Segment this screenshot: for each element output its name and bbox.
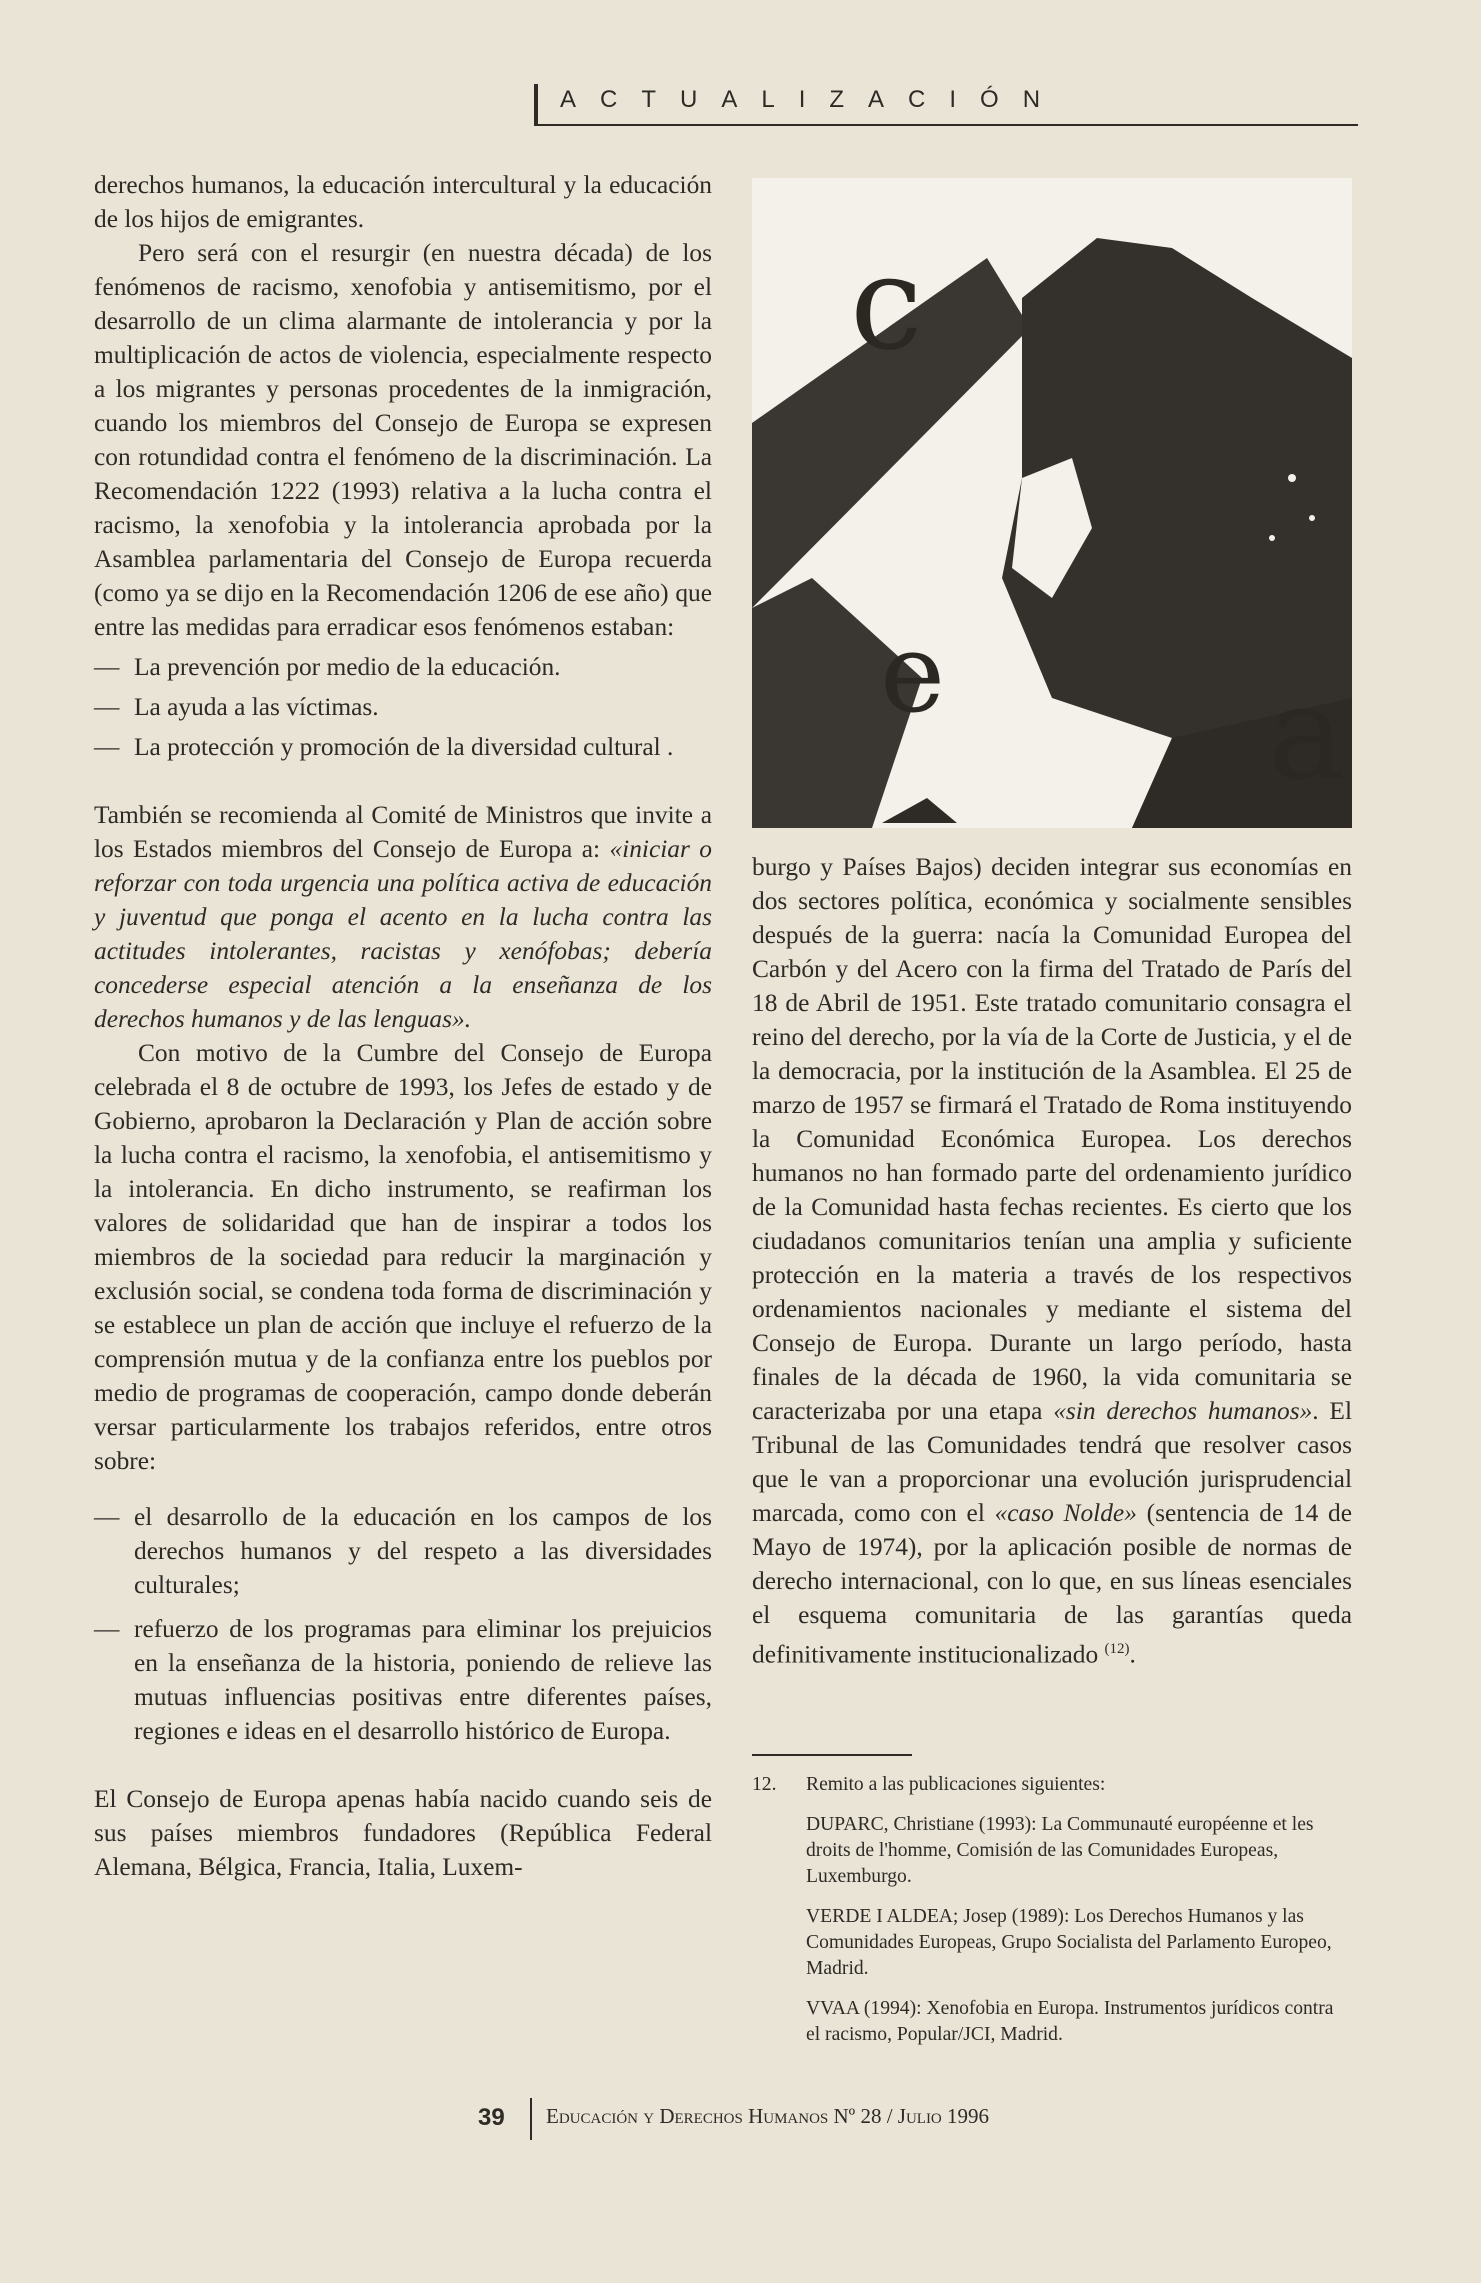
footnote-reference-entry: VVAA (1994): Xenofobia en Europa. Instrumentos jurídicos contra el racismo, Popular/JCI, Madrid. (806, 1998, 1334, 2045)
footnote-intro: Remito a las publicaciones siguientes: (806, 1774, 1106, 1795)
paragraph: Pero será con el resurgir (en nuestra década) de los fenómenos de racismo, xenofobia y antisemitismo, por el desarrollo de un clima alarmante de intolerancia y por la multiplicación de actos de violencia, especialmente respecto a los migrantes y personas procedentes de la inmigración, cuando los miembros del Consejo de Europa se expresen con rotundidad contra el fenómeno de la discriminación. La Recomendación 1222 (1993) relativa a la lucha contra el racismo, la xenofobia y la intolerancia aprobada por la Asamblea parlamentaria del Consejo de Europa recuerda (como ya se dijo en la Recomendación 1206 de ese año) que entre las medidas para erradicar esos fenómenos estaban: (94, 239, 712, 641)
right-column (752, 850, 1352, 1671)
list-item: — refuerzo de los programas para eliminar los prejuicios en la enseñanza de la historia, poniendo de relieve las mutuas influencias positivas entre diferentes países, regiones e ideas en el desarrollo histórico de Europa. (94, 1612, 712, 1748)
publication-info: Educación y Derechos Humanos Nº 28 / Julio 1996 (546, 2104, 990, 2128)
footnote-divider (752, 1754, 912, 1756)
footnote-number: 12. (752, 1774, 777, 1795)
section-title: ACTUALIZACIÓN (560, 86, 1065, 113)
paragraph: El Consejo de Europa apenas había nacido cuando seis de sus países miembros fundadores (República Federal Alemana, Bélgica, Francia, Italia, Luxem- (94, 1785, 712, 1881)
paragraph-text: . El Tribunal de las Comunidades tendrá que resolver casos que le van a proporcionar una evolución jurisprudencial marcada, como con el (752, 1397, 1352, 1527)
footnote-reference-entry: DUPARC, Christiane (1993): La Communauté européenne et les droits de l'homme, Comisión de las Comunidades Europeas, Luxemburgo. (806, 1814, 1314, 1887)
section-header (534, 84, 1358, 126)
quotation: «caso Nolde» (994, 1499, 1137, 1527)
footnote-reference: (12) (1104, 1641, 1130, 1657)
paragraph (94, 798, 712, 1036)
list-item: — La prevención por medio de la educación. (94, 650, 712, 684)
paragraph: derechos humanos, la educación intercultural y la educación de los hijos de emigrantes. (94, 171, 712, 233)
house-illustration (752, 178, 1352, 828)
figure-letter-c: c (850, 227, 923, 379)
figure-letter-a: a (1268, 657, 1346, 809)
footnote-item (752, 1772, 1352, 1798)
paragraph (752, 850, 1352, 1671)
page-number: 39 (478, 2104, 505, 2131)
paragraph-text: También se recomienda al Comité de Ministros que invite a los Estados miembros del Consejo de Europa a: (94, 801, 712, 863)
list-item: — La protección y promoción de la diversidad cultural . (94, 730, 712, 764)
quotation: «sin derechos humanos» (1053, 1397, 1313, 1425)
paragraph-text: (sentencia de 14 de Mayo de 1974), por la aplicación posible de normas de derecho internacional, con lo que, en sus líneas esenciales el esquema comunitaria de las garantías queda definitivamente institucionalizado (752, 1499, 1353, 1669)
paragraph: Con motivo de la Cumbre del Consejo de Europa celebrada el 8 de octubre de 1993, los Jefes de estado y de Gobierno, aprobaron la Declaración y Plan de acción sobre la lucha contra el racismo, la xenofobia, el antisemitismo y la intolerancia. En dicho instrumento, se reafirman los valores de solidaridad que han de inspirar a todos los miembros de la sociedad para reducir la marginación y exclusión social, se condena toda forma de discriminación y se establece un plan de acción que incluye el refuerzo de la comprensión mutua y de la confianza entre los pueblos por medio de programas de cooperación, campo donde deberán versar particularmente los trabajos referidos, entre otros sobre: (94, 1039, 712, 1475)
footnotes (752, 1772, 1352, 2048)
figure-letter-e: e (880, 609, 946, 737)
quotation: «iniciar o reforzar con toda urgencia una política activa de educación y juventud que ponga el acento en la lucha contra las actitudes intolerantes, racistas y xenófobas; debería concederse especial atención a la enseñanza de los derechos humanos y de las lenguas». (94, 835, 712, 1033)
illustration (752, 178, 1352, 828)
list-item: — el desarrollo de la educación en los campos de los derechos humanos y del respeto a las diversidades culturales; (94, 1500, 712, 1602)
paragraph-text: burgo y Países Bajos) deciden integrar sus economías en dos sectores política, económica y socialmente sensibles después de la guerra: nacía la Comunidad Europea del Carbón y del Acero con la firma del Tratado de París del 18 de Abril de 1951. Este tratado comunitario consagra el reino del derecho, por la vía de la Corte de Justicia, y el de la democracia, por la institución de la Asamblea. El 25 de marzo de 1957 se firmará el Tratado de Roma instituyendo la Comunidad Económica Europea. Los derechos humanos no han formado parte del ordenamiento jurídico de la Comunidad hasta fechas recientes. Es cierto que los ciudadanos comunitarios tenían una amplia y suficiente protección en la materia a través de los respectivos ordenamientos nacionales y mediante el sistema del Consejo de Europa. Durante un largo período, hasta finales de la década de 1960, la vida comunitaria se caracterizaba por una etapa (752, 853, 1352, 1425)
left-column (94, 168, 712, 1884)
list-item: — La ayuda a las víctimas. (94, 690, 712, 724)
paragraph-text: . (1129, 1640, 1136, 1669)
footer-divider (530, 2098, 532, 2140)
footnote-reference-entry: VERDE I ALDEA; Josep (1989): Los Derechos Humanos y las Comunidades Europeas, Grupo Socialista del Parlamento Europeo, Madrid. (806, 1906, 1332, 1979)
